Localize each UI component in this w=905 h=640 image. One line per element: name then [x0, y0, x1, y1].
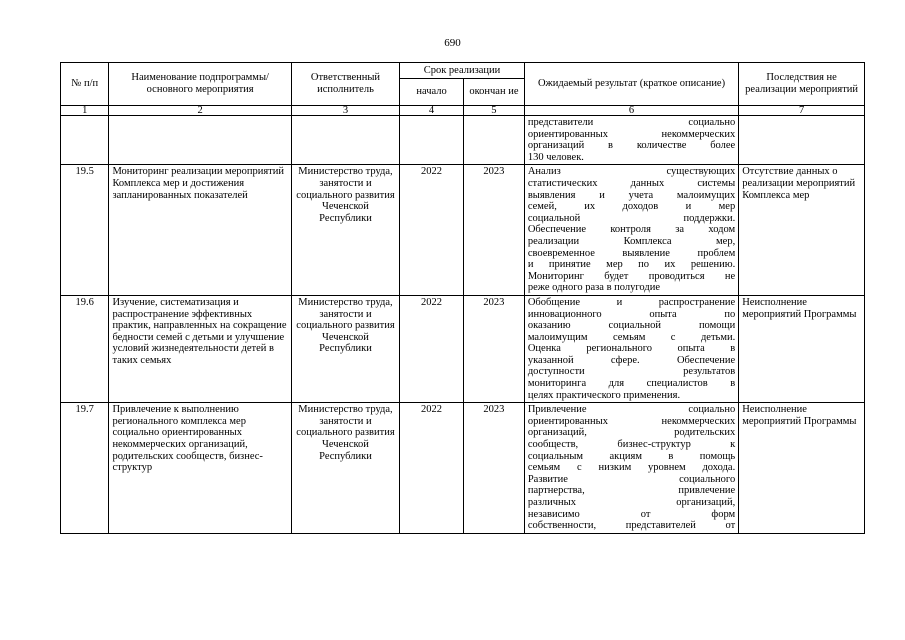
column-numbers-row [61, 106, 865, 116]
row-executor: Министерство труда, занятости и социального развития Чеченской Республики [291, 165, 399, 296]
column-number: 5 [464, 106, 525, 116]
row-start [400, 116, 464, 165]
row-consequences: Неисполнение мероприятий Программы [739, 295, 865, 402]
result-line: указанной сфере. Обеспечение [527, 354, 736, 366]
row-end: 2023 [464, 403, 525, 534]
result-line: статистических данных системы [527, 177, 736, 189]
result-line: социальной поддержки. [527, 212, 736, 224]
result-line: Мониторинг будет проводиться не [527, 270, 736, 282]
row-end: 2023 [464, 295, 525, 402]
row-start: 2022 [400, 295, 464, 402]
header-num: № п/п [61, 63, 109, 106]
table-row [61, 165, 865, 296]
measures-table [60, 62, 865, 534]
row-name: Привлечение к выполнению регионального комплекса мер социально ориентированных некоммерческих организаций, родительских сообществ, бизнес-структур [109, 403, 291, 534]
row-name: Мониторинг реализации мероприятий Комплекса мер и достижения запланированных показателей [109, 165, 291, 296]
result-line: Обобщение и распространение [527, 296, 736, 308]
result-line: Оценка регионального опыта в [527, 343, 736, 355]
row-consequences: Отсутствие данных о реализации мероприятий Комплекса мер [739, 165, 865, 296]
column-number: 7 [739, 106, 865, 116]
table-row [61, 403, 865, 534]
header-executor: Ответственный исполнитель [291, 63, 399, 106]
row-consequences: Неисполнение мероприятий Программы [739, 403, 865, 534]
result-line: малоимущим семьям с детьми. [527, 331, 736, 343]
row-start: 2022 [400, 165, 464, 296]
row-num: 19.5 [61, 165, 109, 296]
result-line: семьям с низким уровнем дохода. [527, 462, 736, 474]
result-line: независимо от форм [527, 508, 736, 520]
table-row [61, 295, 865, 402]
result-line: 130 человек. [527, 151, 584, 163]
result-line: инновационного опыта по [527, 308, 736, 320]
result-line: ориентированных некоммерческих [527, 128, 736, 140]
row-end: 2023 [464, 165, 525, 296]
row-end [464, 116, 525, 165]
result-line: партнерства, привлечение [527, 485, 736, 497]
result-line: реализации Комплекса мер, [527, 235, 736, 247]
result-line: целях практического применения. [527, 389, 681, 401]
result-line: доступности результатов [527, 366, 736, 378]
header-name: Наименование подпрограммы/ основного мероприятия [109, 63, 291, 106]
header-period: Срок реализации [400, 63, 525, 79]
result-line: реже одного раза в полугодие [527, 282, 660, 294]
result-line: сообществ, бизнес-структур к [527, 439, 736, 451]
row-result [524, 403, 738, 534]
result-line: и принятие мер по их решению. [527, 259, 736, 271]
header-result: Ожидаемый результат (краткое описание) [524, 63, 738, 106]
row-name: Изучение, систематизация и распространение эффективных практик, направленных на сокращение бедности семей с детьми и улучшение условий жизнедеятельности детей в таких семьях [109, 295, 291, 402]
row-result [524, 165, 738, 296]
column-number: 1 [61, 106, 109, 116]
result-line: мониторинга для специалистов в [527, 378, 736, 390]
row-executor: Министерство труда, занятости и социального развития Чеченской Республики [291, 295, 399, 402]
result-line: Привлечение социально [527, 404, 736, 416]
row-result [524, 295, 738, 402]
row-start: 2022 [400, 403, 464, 534]
column-number: 4 [400, 106, 464, 116]
result-line: различных организаций, [527, 497, 736, 508]
result-line: выявления и учета малоимущих [527, 189, 736, 201]
row-result [524, 116, 738, 165]
result-line: Анализ существующих [527, 166, 736, 178]
table-row [61, 116, 865, 165]
result-line: семей, их доходов и мер [527, 201, 736, 213]
result-line: собственности, представителей от [527, 520, 736, 532]
row-consequences [739, 116, 865, 165]
result-line: социальным акциям в помощь [527, 450, 736, 462]
result-line: своевременное выявление проблем [527, 247, 736, 259]
row-executor: Министерство труда, занятости и социального развития Чеченской Республики [291, 403, 399, 534]
header-start: начало [400, 79, 464, 106]
column-number: 6 [524, 106, 738, 116]
row-num: 19.7 [61, 403, 109, 534]
result-line: Обеспечение контроля за ходом [527, 224, 736, 236]
column-number: 2 [109, 106, 291, 116]
result-line: представители социально [527, 117, 736, 128]
row-num [61, 116, 109, 165]
result-line: ориентированных некоммерческих [527, 415, 736, 427]
result-line: организаций в количестве более [527, 140, 736, 152]
result-line: оказанию социальной помощи [527, 320, 736, 332]
column-number: 3 [291, 106, 399, 116]
result-line: организаций, родительских [527, 427, 736, 439]
result-line: Развитие социального [527, 473, 736, 485]
row-num: 19.6 [61, 295, 109, 402]
header-consequences: Последствия не реализации мероприятий [739, 63, 865, 106]
header-end: окончан ие [464, 79, 525, 106]
row-name [109, 116, 291, 165]
row-executor [291, 116, 399, 165]
page-number: 690 [444, 37, 461, 49]
